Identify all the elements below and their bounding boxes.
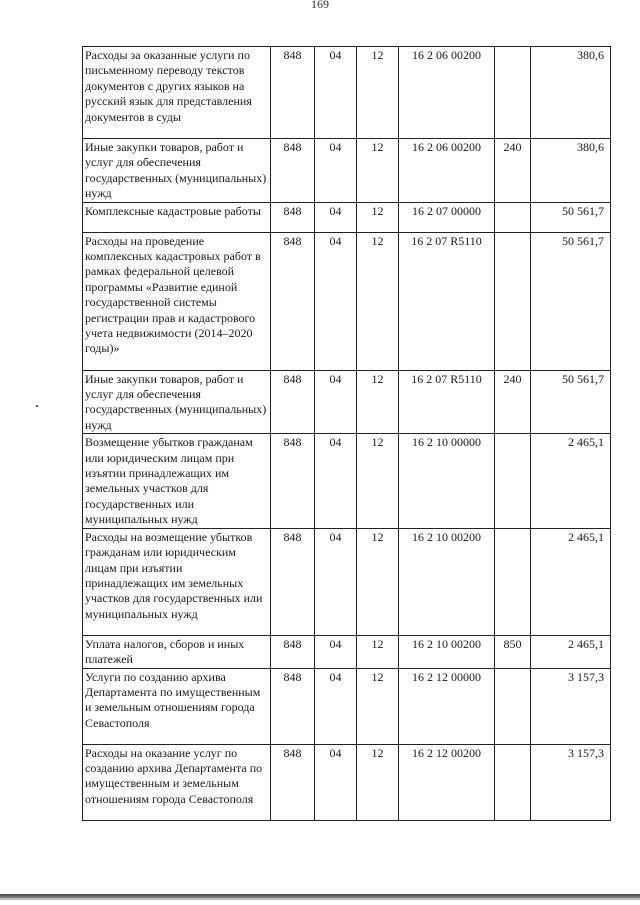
row-amount: 2 465,1 bbox=[531, 635, 611, 668]
row-amount: 50 561,7 bbox=[531, 370, 611, 434]
row-name: Комплексные кадастровые работы bbox=[83, 202, 271, 232]
table-row bbox=[83, 635, 611, 668]
row-code: 848 bbox=[271, 744, 315, 820]
row-amount: 380,6 bbox=[531, 47, 611, 139]
row-name: Расходы на оказание услуг по созданию архива Департамента по имущественным и земельным отношениям города Севастополя bbox=[83, 744, 271, 820]
row-amount: 50 561,7 bbox=[531, 232, 611, 370]
row-name: Расходы за оказанные услуги по письменному переводу текстов документов с других языков на русский язык для представления документов в суды bbox=[83, 47, 271, 139]
row-subsection: 12 bbox=[357, 744, 399, 820]
table-row bbox=[83, 668, 611, 744]
row-subsection: 12 bbox=[357, 668, 399, 744]
row-target: 16 2 07 00000 bbox=[399, 202, 495, 232]
table-row bbox=[83, 744, 611, 820]
row-amount: 50 561,7 bbox=[531, 202, 611, 232]
row-target: 16 2 06 00200 bbox=[399, 47, 495, 139]
row-type: 240 bbox=[495, 139, 531, 203]
table-row bbox=[83, 139, 611, 203]
table-row bbox=[83, 47, 611, 139]
table-row bbox=[83, 434, 611, 528]
row-name: Возмещение убытков гражданам или юридическим лицам при изъятии принадлежащих им земельных участков для государственных или муниципальных нужд bbox=[83, 434, 271, 528]
row-section: 04 bbox=[315, 668, 357, 744]
row-code: 848 bbox=[271, 47, 315, 139]
table-row bbox=[83, 528, 611, 635]
row-subsection: 12 bbox=[357, 528, 399, 635]
row-code: 848 bbox=[271, 434, 315, 528]
row-target: 16 2 10 00200 bbox=[399, 635, 495, 668]
row-target: 16 2 06 00200 bbox=[399, 139, 495, 203]
row-type bbox=[495, 434, 531, 528]
row-code: 848 bbox=[271, 139, 315, 203]
row-amount: 3 157,3 bbox=[531, 744, 611, 820]
row-type bbox=[495, 232, 531, 370]
row-name: Иные закупки товаров, работ и услуг для обеспечения государственных (муниципальных) нужд bbox=[83, 370, 271, 434]
scan-speck bbox=[36, 405, 38, 407]
row-name: Расходы на проведение комплексных кадастровых работ в рамках федеральной целевой программы «Развитие единой государственной системы регистрации прав и кадастрового учета недвижимости (2014–2020 годы)» bbox=[83, 232, 271, 370]
budget-table bbox=[82, 46, 611, 821]
row-name: Услуги по созданию архива Департамента по имущественным и земельным отношениям города Севастополя bbox=[83, 668, 271, 744]
row-subsection: 12 bbox=[357, 434, 399, 528]
row-section: 04 bbox=[315, 202, 357, 232]
row-section: 04 bbox=[315, 139, 357, 203]
row-subsection: 12 bbox=[357, 202, 399, 232]
table-row bbox=[83, 202, 611, 232]
row-section: 04 bbox=[315, 47, 357, 139]
row-section: 04 bbox=[315, 232, 357, 370]
row-code: 848 bbox=[271, 668, 315, 744]
row-type bbox=[495, 47, 531, 139]
row-target: 16 2 10 00200 bbox=[399, 528, 495, 635]
row-code: 848 bbox=[271, 202, 315, 232]
row-subsection: 12 bbox=[357, 635, 399, 668]
row-code: 848 bbox=[271, 635, 315, 668]
row-type bbox=[495, 744, 531, 820]
row-type: 240 bbox=[495, 370, 531, 434]
row-type bbox=[495, 528, 531, 635]
row-name: Иные закупки товаров, работ и услуг для обеспечения государственных (муниципальных) нужд bbox=[83, 139, 271, 203]
row-code: 848 bbox=[271, 528, 315, 635]
row-subsection: 12 bbox=[357, 139, 399, 203]
row-code: 848 bbox=[271, 370, 315, 434]
row-target: 16 2 12 00200 bbox=[399, 744, 495, 820]
row-target: 16 2 10 00000 bbox=[399, 434, 495, 528]
row-section: 04 bbox=[315, 434, 357, 528]
row-subsection: 12 bbox=[357, 47, 399, 139]
row-section: 04 bbox=[315, 370, 357, 434]
row-name: Расходы на возмещение убытков гражданам или юридическим лицам при изъятии принадлежащих им земельных участков для государственных или муниципальных нужд bbox=[83, 528, 271, 635]
scan-bottom-edge-shadow bbox=[0, 898, 640, 900]
row-target: 16 2 12 00000 bbox=[399, 668, 495, 744]
row-code: 848 bbox=[271, 232, 315, 370]
table-row bbox=[83, 232, 611, 370]
table-row bbox=[83, 370, 611, 434]
row-target: 16 2 07 R5110 bbox=[399, 370, 495, 434]
row-target: 16 2 07 R5110 bbox=[399, 232, 495, 370]
row-section: 04 bbox=[315, 635, 357, 668]
page-number: 169 bbox=[311, 0, 329, 11]
row-name: Уплата налогов, сборов и иных платежей bbox=[83, 635, 271, 668]
row-section: 04 bbox=[315, 744, 357, 820]
row-type bbox=[495, 202, 531, 232]
row-amount: 380,6 bbox=[531, 139, 611, 203]
row-amount: 3 157,3 bbox=[531, 668, 611, 744]
row-section: 04 bbox=[315, 528, 357, 635]
row-type bbox=[495, 668, 531, 744]
row-type: 850 bbox=[495, 635, 531, 668]
row-amount: 2 465,1 bbox=[531, 528, 611, 635]
row-amount: 2 465,1 bbox=[531, 434, 611, 528]
row-subsection: 12 bbox=[357, 370, 399, 434]
row-subsection: 12 bbox=[357, 232, 399, 370]
